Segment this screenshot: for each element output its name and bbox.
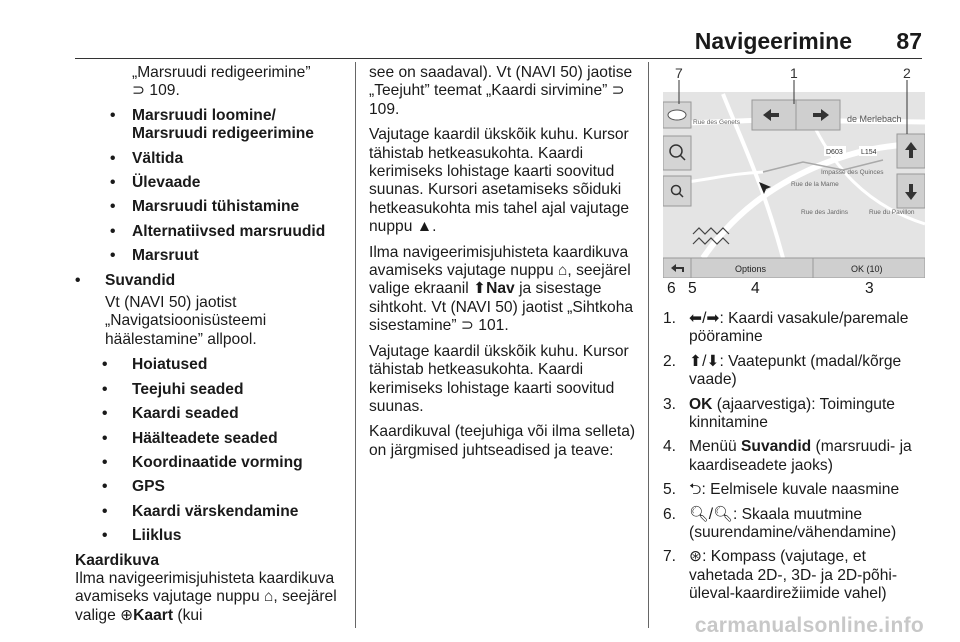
map-icon: ⊕ bbox=[120, 606, 134, 624]
legend-number: 4. bbox=[663, 438, 677, 456]
home-icon: ⌂ bbox=[558, 262, 568, 280]
page-number: 87 bbox=[896, 28, 922, 54]
caret-up-icon: ▲ bbox=[416, 218, 433, 236]
compass-icon bbox=[668, 110, 686, 120]
section-heading: Kaardikuva bbox=[75, 551, 160, 569]
list-item: • Koordinaatide vorming bbox=[132, 454, 345, 472]
street-label: Rue des Genets bbox=[693, 119, 740, 126]
list-item: • Marsruut bbox=[132, 247, 345, 265]
callout-5: 5 bbox=[688, 280, 697, 297]
kaardikuva-block bbox=[75, 552, 345, 626]
list-item: • Hoiatused bbox=[132, 356, 345, 374]
paragraph: Vajutage kaardil ükskõik kuhu. Kursor tähistab hetkeasukohta. Kaardi kerimiseks lohistage kaarti soovitud suunas. Kursori asetamiseks sõiduki hetkeasukohta mis tahel ajal vajutage nuppu ▲. bbox=[369, 126, 630, 236]
list-item: • Marsruudi tühistamine bbox=[132, 198, 345, 216]
legend-item: 2. ⬆/⬇: Vaatepunkt (madal/kõrge vaade) bbox=[663, 352, 902, 389]
compass-icon: ⊛ bbox=[689, 548, 703, 566]
list-item: • Teejuhi seaded bbox=[132, 381, 345, 399]
legend-item: 3. OK (ajaarvestiga): Toimingute kinnitamine bbox=[663, 395, 895, 432]
column-divider bbox=[355, 62, 356, 628]
legend-item: 1. ⬅/➡: Kaardi vasakule/paremale pööramine bbox=[663, 310, 909, 346]
up-down-arrows-icon: ⬆/⬇ bbox=[689, 352, 720, 370]
map-screen-illustration bbox=[663, 64, 925, 278]
back-arrow-icon: ⮌ bbox=[689, 481, 702, 499]
legend-number: 2. bbox=[663, 352, 677, 370]
legend-item: 5. ⮌: Eelmisele kuvale naasmine bbox=[663, 481, 900, 499]
legend-number: 7. bbox=[663, 548, 677, 566]
page-header bbox=[75, 18, 922, 59]
legend-number: 1. bbox=[663, 310, 677, 327]
page-title: Navigeerimine bbox=[694, 28, 852, 54]
list-item: • Marsruudi loomine/ Marsruudi redigeerimine bbox=[132, 107, 345, 144]
callout-3: 3 bbox=[865, 280, 874, 297]
reference-text: „Marsruudi redigeerimine” bbox=[132, 64, 311, 81]
paragraph: see on saadaval). Vt (NAVI 50) jaotise „Teejuht” teemat „Kaardi sirvimine” ⊃ 109. bbox=[369, 64, 633, 118]
column-divider bbox=[648, 62, 649, 628]
street-label: Impasse des Quinces bbox=[821, 169, 884, 176]
watermark: carmanualsonline.info bbox=[694, 614, 924, 637]
list-item: • GPS bbox=[132, 478, 345, 496]
column-3 bbox=[663, 64, 925, 610]
legend-number: 3. bbox=[663, 395, 677, 413]
legend-number: 6. bbox=[663, 505, 677, 523]
map-screen-figure bbox=[663, 64, 925, 278]
legend-item: 4. Menüü Suvandid (marsruudi- ja kaardiseadete jaoks) bbox=[663, 438, 912, 474]
callout-7: 7 bbox=[675, 65, 683, 81]
street-label: L154 bbox=[861, 149, 877, 156]
nav-arrow-icon: ⬆ bbox=[473, 280, 487, 298]
bottom-callouts bbox=[663, 278, 925, 302]
column-2 bbox=[369, 64, 637, 467]
callout-4: 4 bbox=[751, 280, 760, 297]
ok-button-label: OK (10) bbox=[851, 264, 883, 274]
list-item: • Ülevaade bbox=[132, 174, 345, 192]
bottom-bar bbox=[663, 258, 925, 278]
street-label: Rue de la Mame bbox=[791, 181, 839, 188]
paragraph: Vajutage kaardil ükskõik kuhu. Kursor tähistab hetkeasukohta. Kaardi kerimiseks lohistage kaarti soovitud suunas. bbox=[369, 342, 629, 415]
zoom-icon: 🔍︎/🔍︎ bbox=[689, 505, 733, 523]
options-button-label: Options bbox=[735, 264, 767, 274]
legend-item: 6. 🔍︎/🔍︎: Skaala muutmine (suurendamine/vähendamine) bbox=[663, 505, 897, 542]
reference-page: 109. bbox=[149, 82, 180, 100]
callout-6: 6 bbox=[667, 280, 676, 297]
zoom-out-button bbox=[663, 176, 691, 206]
paragraph: Kaardikuval (teejuhiga või ilma selleta) on järgmised juhtseadised ja teave: bbox=[369, 423, 636, 459]
home-icon: ⌂ bbox=[264, 588, 274, 606]
list-item: • Liiklus bbox=[132, 527, 345, 545]
list-item: • Vältida bbox=[132, 150, 345, 168]
list-item: • Suvandid bbox=[105, 272, 345, 290]
list-item: • Häälteadete seaded bbox=[132, 430, 345, 448]
page-ref-icon: ⊃ bbox=[460, 317, 474, 335]
options-sub-items bbox=[105, 356, 345, 545]
list-item: • Kaardi seaded bbox=[132, 405, 345, 423]
street-label: de Merlebach bbox=[847, 114, 902, 124]
suvandid-desc: Vt (NAVI 50) jaotist „Navigatsioonisüsteemi häälestamine” allpool. bbox=[105, 294, 267, 348]
route-sub-items bbox=[132, 107, 345, 266]
suvandid-block bbox=[75, 272, 345, 546]
list-item: • Kaardi värskendamine bbox=[132, 503, 345, 521]
street-label: Rue des Jardins bbox=[801, 209, 848, 216]
street-label: D603 bbox=[826, 149, 843, 156]
left-right-arrows-icon: ⬅/➡ bbox=[689, 310, 720, 327]
sub-list-block bbox=[75, 64, 345, 266]
column-1 bbox=[75, 64, 345, 625]
figure-legend bbox=[663, 310, 925, 604]
street-label: Rue du Pavillon bbox=[869, 209, 915, 216]
paragraph: Ilma navigeerimisjuhisteta kaardikuva avamiseks vajutage nuppu ⌂, seejärel valige ⊕Kaart (kui bbox=[75, 569, 337, 624]
callout-1: 1 bbox=[790, 65, 798, 81]
list-item: • Alternatiivsed marsruudid bbox=[132, 223, 345, 241]
page-ref-icon: ⊃ bbox=[132, 82, 146, 100]
legend-item: 7. ⊛: Kompass (vajutage, et vahetada 2D-, 3D- ja 2D-põhi-üleval-kaardirežiimide vahel) bbox=[663, 548, 898, 603]
callout-2: 2 bbox=[903, 65, 911, 81]
page-ref-icon: ⊃ bbox=[611, 82, 625, 100]
legend-number: 5. bbox=[663, 481, 677, 499]
zoom-in-button bbox=[663, 136, 691, 170]
paragraph: Ilma navigeerimisjuhisteta kaardikuva avamiseks vajutage nuppu ⌂, seejärel valige ekraanil ⬆Nav ja sisestage sihtkoht. Vt (NAVI 50) jaotist „Sihtkoha sisestamine” ⊃ 101. bbox=[369, 243, 634, 335]
